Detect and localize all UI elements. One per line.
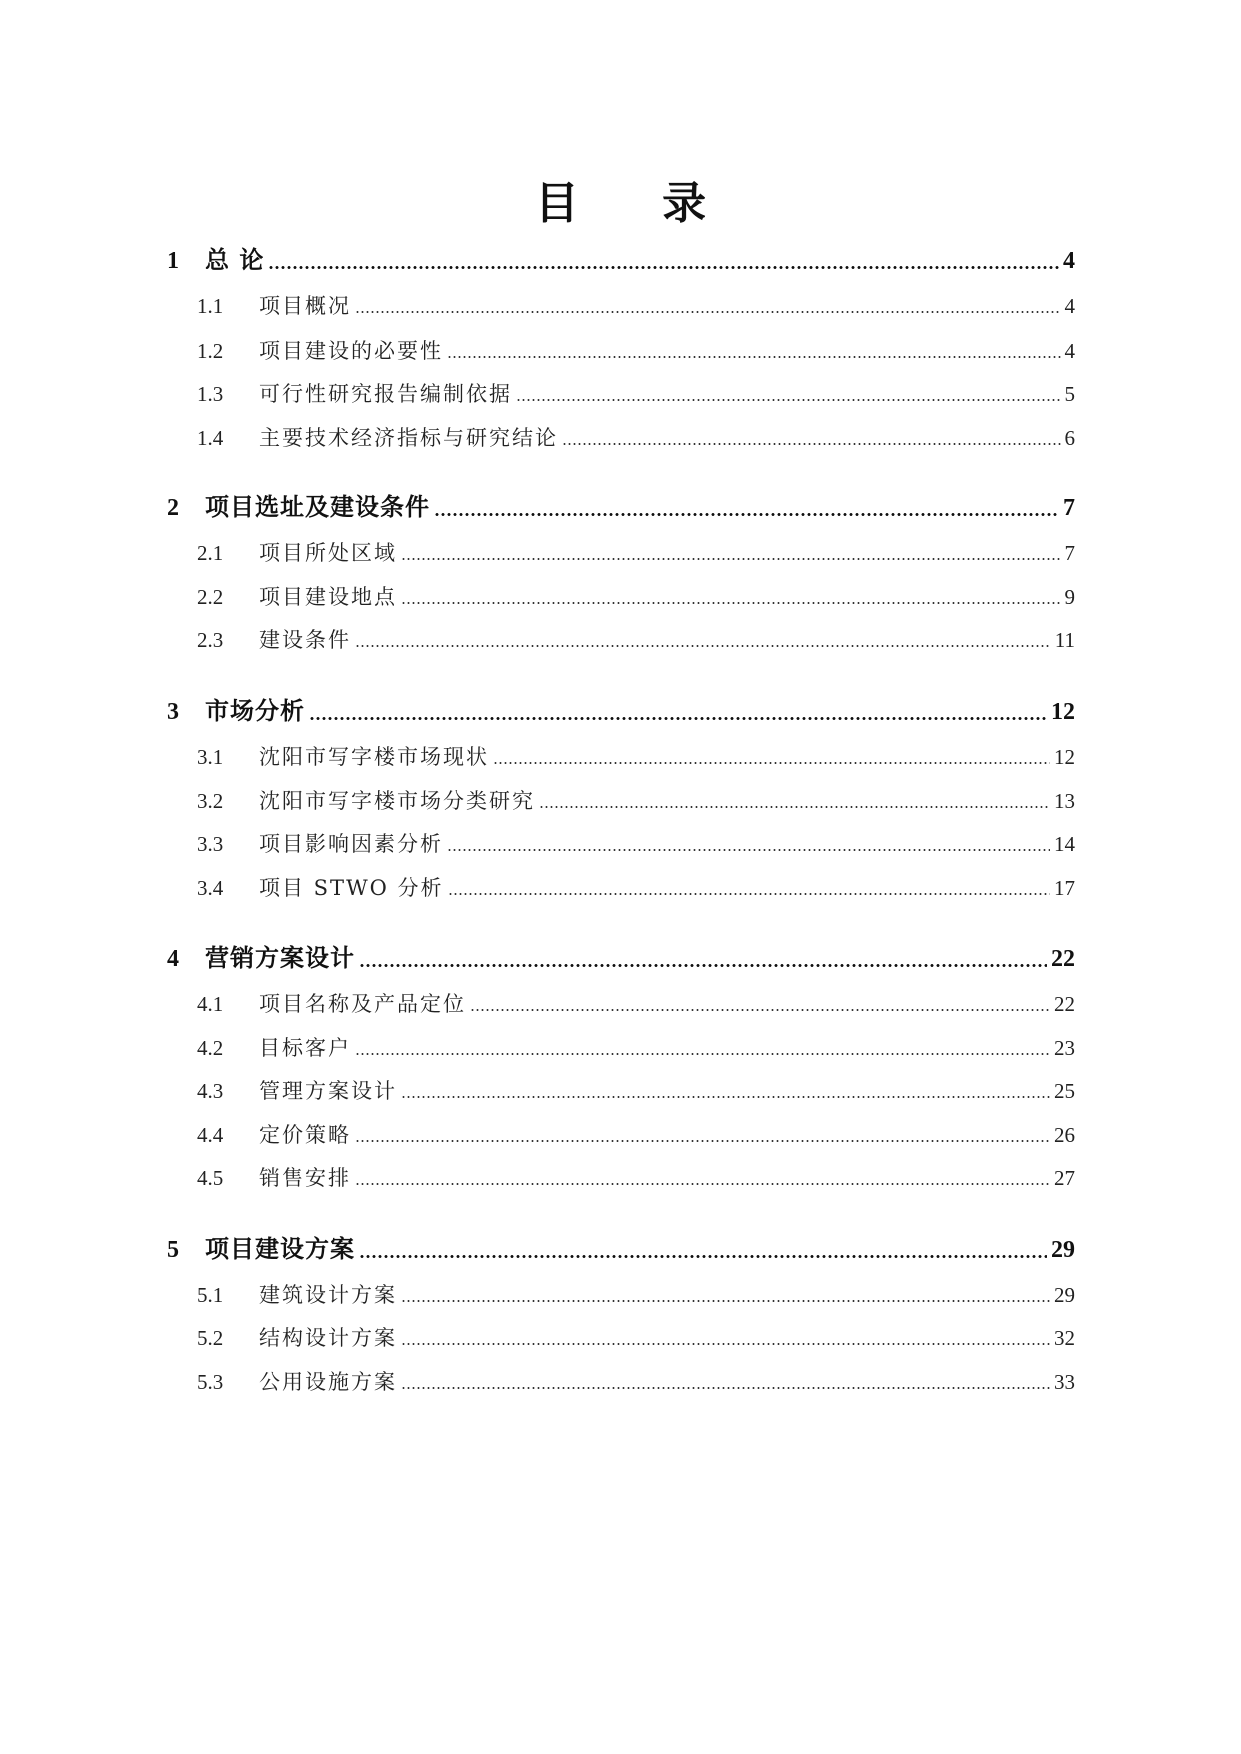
toc-section-entry[interactable] <box>197 872 1075 902</box>
entry-label: 项目概况 <box>259 294 351 318</box>
entry-label: 营销方案设计 <box>205 944 355 972</box>
dot-leader <box>516 398 1061 402</box>
entry-label: 项目所处区域 <box>259 541 397 565</box>
dot-leader <box>470 1008 1050 1012</box>
entry-number: 5.3 <box>197 1370 224 1394</box>
entry-page-number: 12 <box>1054 745 1075 769</box>
entry-label: 销售安排 <box>259 1166 351 1190</box>
entry-page-number: 11 <box>1054 628 1075 652</box>
toc-chapter-entry[interactable] <box>167 938 1075 973</box>
dot-leader <box>447 355 1061 359</box>
entry-number: 4 <box>167 946 179 972</box>
dot-leader <box>401 1342 1050 1346</box>
toc-section-entry[interactable] <box>197 988 1075 1018</box>
entry-number: 5 <box>167 1237 179 1263</box>
entry-page-number: 9 <box>1064 585 1075 609</box>
dot-leader <box>355 1182 1050 1186</box>
entry-label: 结构设计方案 <box>259 1326 397 1350</box>
dot-leader <box>401 1095 1050 1099</box>
dot-leader <box>355 1139 1050 1143</box>
dot-leader <box>309 716 1047 721</box>
entry-page-number: 22 <box>1054 992 1075 1016</box>
entry-label: 项目影响因素分析 <box>259 832 443 856</box>
dot-leader <box>355 644 1051 648</box>
dot-leader <box>401 557 1061 561</box>
entry-page-number: 4 <box>1063 248 1075 274</box>
entry-label: 公用设施方案 <box>259 1370 397 1394</box>
toc-section-entry[interactable] <box>197 1032 1075 1062</box>
toc-section-entry[interactable] <box>197 1322 1075 1352</box>
entry-number: 2 <box>167 495 179 521</box>
dot-leader <box>355 310 1061 314</box>
entry-label: 沈阳市写字楼市场分类研究 <box>259 789 535 813</box>
entry-number: 2.2 <box>197 585 224 609</box>
dot-leader <box>359 1254 1047 1259</box>
entry-label: 建设条件 <box>259 628 351 652</box>
entry-page-number: 25 <box>1054 1079 1075 1103</box>
entry-page-number: 4 <box>1064 339 1075 363</box>
entry-label: 项目建设地点 <box>259 585 397 609</box>
entry-page-number: 4 <box>1064 294 1075 318</box>
dot-leader <box>447 848 1050 852</box>
toc-chapter-entry[interactable] <box>167 240 1075 275</box>
toc-section-entry[interactable] <box>197 624 1075 654</box>
entry-page-number: 33 <box>1054 1370 1075 1394</box>
entry-number: 3.3 <box>197 832 224 856</box>
dot-leader <box>539 805 1050 809</box>
entry-label: 主要技术经济指标与研究结论 <box>259 426 558 450</box>
toc-title: 目 录 <box>534 178 741 229</box>
dot-leader <box>401 1386 1050 1390</box>
entry-label: 建筑设计方案 <box>259 1283 397 1307</box>
entry-label: 项目建设方案 <box>205 1235 355 1263</box>
toc-section-entry[interactable] <box>197 335 1075 365</box>
toc-chapter-entry[interactable] <box>167 487 1075 522</box>
entry-number: 1.4 <box>197 426 224 450</box>
entry-label: 目标客户 <box>259 1036 351 1060</box>
entry-page-number: 13 <box>1054 789 1075 813</box>
toc-chapter-entry[interactable] <box>167 691 1075 726</box>
entry-number: 3.2 <box>197 789 224 813</box>
entry-number: 1.2 <box>197 339 224 363</box>
entry-number: 2.1 <box>197 541 224 565</box>
toc-section-entry[interactable] <box>197 785 1075 815</box>
entry-page-number: 32 <box>1054 1326 1075 1350</box>
entry-label: 可行性研究报告编制依据 <box>259 382 512 406</box>
entry-number: 5.2 <box>197 1326 224 1350</box>
dot-leader <box>448 892 1050 896</box>
dot-leader <box>434 512 1059 517</box>
toc-section-entry[interactable] <box>197 581 1075 611</box>
entry-number: 2.3 <box>197 628 224 652</box>
dot-leader <box>401 1299 1050 1303</box>
entry-label: 项目名称及产品定位 <box>259 992 466 1016</box>
dot-leader <box>493 761 1050 765</box>
entry-number: 3.4 <box>197 876 224 900</box>
entry-page-number: 27 <box>1054 1166 1075 1190</box>
entry-page-number: 22 <box>1051 946 1075 972</box>
entry-number: 5.1 <box>197 1283 224 1307</box>
toc-section-entry[interactable] <box>197 378 1075 408</box>
dot-leader <box>401 601 1061 605</box>
entry-label: 项目建设的必要性 <box>259 339 443 363</box>
entry-number: 4.2 <box>197 1036 224 1060</box>
toc-section-entry[interactable] <box>197 422 1075 452</box>
entry-page-number: 26 <box>1054 1123 1075 1147</box>
toc-section-entry[interactable] <box>197 1119 1075 1149</box>
entry-page-number: 12 <box>1051 699 1075 725</box>
entry-page-number: 17 <box>1054 876 1075 900</box>
entry-number: 1.3 <box>197 382 224 406</box>
entry-label: 项目选址及建设条件 <box>205 493 430 521</box>
entry-page-number: 23 <box>1054 1036 1075 1060</box>
entry-label: 管理方案设计 <box>259 1079 397 1103</box>
dot-leader <box>355 1052 1050 1056</box>
entry-label: 定价策略 <box>259 1123 351 1147</box>
dot-leader <box>562 442 1061 446</box>
entry-number: 4.4 <box>197 1123 224 1147</box>
toc-chapter-entry[interactable] <box>167 1229 1075 1264</box>
entry-label: 项目 STWO 分析 <box>259 876 444 900</box>
entry-page-number: 6 <box>1064 426 1075 450</box>
entry-label: 总 论 <box>205 246 265 274</box>
toc-section-entry[interactable] <box>197 741 1075 771</box>
entry-label: 沈阳市写字楼市场现状 <box>259 745 489 769</box>
entry-page-number: 14 <box>1054 832 1075 856</box>
entry-number: 1 <box>167 248 179 274</box>
entry-number: 3 <box>167 699 179 725</box>
entry-label: 市场分析 <box>205 697 305 725</box>
dot-leader <box>359 963 1047 968</box>
entry-page-number: 29 <box>1051 1237 1075 1263</box>
toc-section-entry[interactable] <box>197 828 1075 858</box>
entry-number: 1.1 <box>197 294 224 318</box>
entry-number: 4.1 <box>197 992 224 1016</box>
entry-page-number: 5 <box>1064 382 1075 406</box>
entry-number: 4.5 <box>197 1166 224 1190</box>
dot-leader <box>268 265 1059 270</box>
toc-section-entry[interactable] <box>197 290 1075 320</box>
entry-number: 4.3 <box>197 1079 224 1103</box>
toc-section-entry[interactable] <box>197 1075 1075 1105</box>
entry-number: 3.1 <box>197 745 224 769</box>
entry-page-number: 7 <box>1064 541 1075 565</box>
toc-section-entry[interactable] <box>197 1162 1075 1192</box>
entry-page-number: 7 <box>1063 495 1075 521</box>
entry-page-number: 29 <box>1054 1283 1075 1307</box>
toc-section-entry[interactable] <box>197 1279 1075 1309</box>
toc-section-entry[interactable] <box>197 1366 1075 1396</box>
toc-section-entry[interactable] <box>197 537 1075 567</box>
